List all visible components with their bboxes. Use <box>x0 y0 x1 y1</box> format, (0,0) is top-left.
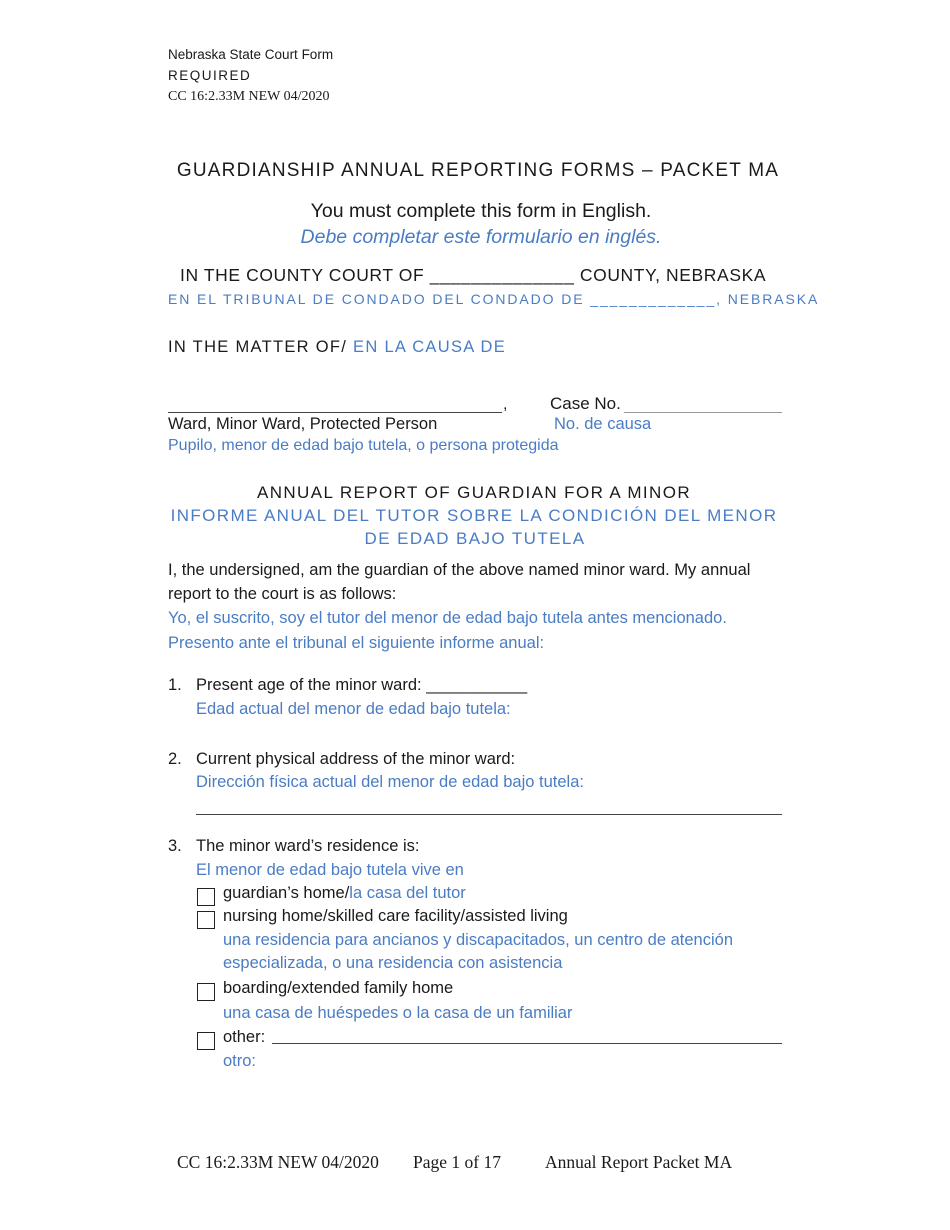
item-1-number: 1. <box>168 676 182 694</box>
ward-name-line[interactable] <box>168 412 502 413</box>
required-label: REQUIRED <box>168 68 252 83</box>
page-title: GUARDIANSHIP ANNUAL REPORTING FORMS – PACKET MA <box>176 160 780 181</box>
nursing-home-checkbox[interactable] <box>197 911 215 929</box>
item-1-text: Present age of the minor ward: ___________ <box>196 676 528 694</box>
case-no-label-es: No. de causa <box>554 415 652 433</box>
item-2-number: 2. <box>168 750 182 768</box>
matter-label: IN THE MATTER OF/ <box>168 338 354 356</box>
english-notice: You must complete this form in English. <box>310 200 652 222</box>
form-source: Nebraska State Court Form <box>168 47 334 62</box>
boarding-home-label: boarding/extended family home <box>223 979 454 997</box>
form-id: CC 16:2.33M NEW 04/2020 <box>168 89 330 104</box>
intro-en-1: I, the undersigned, am the guardian of the above named minor ward. My annual <box>168 561 751 579</box>
matter-label-es: EN LA CAUSA DE <box>353 338 507 356</box>
boarding-home-label-es: una casa de huéspedes o la casa de un familiar <box>223 1004 573 1022</box>
guardian-home-label-es: la casa del tutor <box>349 884 466 902</box>
guardian-home-checkbox[interactable] <box>197 888 215 906</box>
report-title: ANNUAL REPORT OF GUARDIAN FOR A MINOR <box>256 483 692 502</box>
ward-label: Ward, Minor Ward, Protected Person <box>168 415 438 433</box>
nursing-home-label: nursing home/skilled care facility/assisted living <box>223 907 568 925</box>
item-3-text: The minor ward’s residence is: <box>196 837 420 855</box>
item-3-number: 3. <box>168 837 182 855</box>
report-title-es-2: DE EDAD BAJO TUTELA <box>364 529 586 548</box>
boarding-home-checkbox[interactable] <box>197 983 215 1001</box>
intro-es-1: Yo, el suscrito, soy el tutor del menor de edad bajo tutela antes mencionado. <box>168 609 727 627</box>
guardian-home-label: guardian’s home/ <box>223 884 350 902</box>
guardian-home-option <box>223 884 466 903</box>
footer-packet-name: Annual Report Packet MA <box>545 1152 733 1172</box>
address-line[interactable] <box>196 814 782 815</box>
matter-heading <box>168 338 506 357</box>
court-line-es: EN EL TRIBUNAL DE CONDADO DEL CONDADO DE _____________, NEBRASKA <box>168 291 820 307</box>
case-no-line[interactable] <box>624 412 782 413</box>
intro-en-2: report to the court is as follows: <box>168 585 397 603</box>
court-line: IN THE COUNTY COURT OF ______________ COUNTY, NEBRASKA <box>180 265 767 285</box>
comma: , <box>503 396 508 413</box>
item-2-text: Current physical address of the minor ward: <box>196 750 516 768</box>
item-1-text-es: Edad actual del menor de edad bajo tutela: <box>196 700 511 718</box>
intro-es-2: Presento ante el tribunal el siguiente informe anual: <box>168 634 545 652</box>
item-3-text-es: El menor de edad bajo tutela vive en <box>196 861 464 879</box>
case-no-label: Case No. <box>550 394 621 413</box>
footer-form-id: CC 16:2.33M NEW 04/2020 <box>177 1152 379 1172</box>
nursing-home-label-es-2: especializada, o una residencia con asistencia <box>223 954 563 972</box>
other-checkbox[interactable] <box>197 1032 215 1050</box>
report-title-es-1: INFORME ANUAL DEL TUTOR SOBRE LA CONDICIÓN DEL MENOR <box>170 506 778 525</box>
other-label-es: otro: <box>223 1052 257 1070</box>
footer-page-number: Page 1 of 17 <box>413 1152 501 1172</box>
ward-label-es: Pupilo, menor de edad bajo tutela, o persona protegida <box>168 437 559 454</box>
other-label: other: <box>223 1028 266 1046</box>
item-2-text-es: Dirección física actual del menor de edad bajo tutela: <box>196 773 584 791</box>
other-line[interactable] <box>272 1043 782 1044</box>
english-notice-es: Debe completar este formulario en inglés. <box>300 226 662 248</box>
nursing-home-label-es-1: una residencia para ancianos y discapacitados, un centro de atención <box>223 931 734 949</box>
